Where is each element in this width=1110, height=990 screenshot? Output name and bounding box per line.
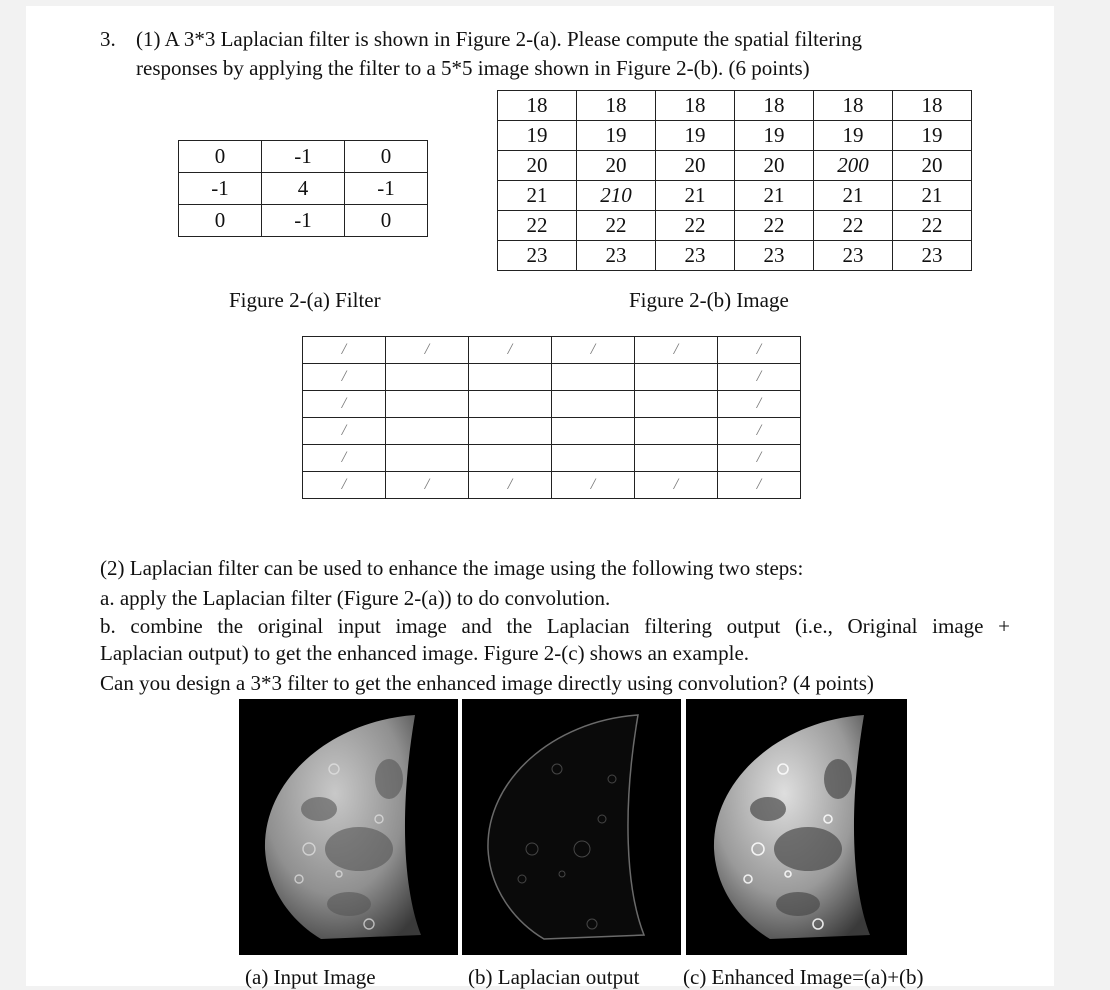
image-row [498,211,972,241]
image-cell: 18 [814,91,893,121]
laplacian-moon-image [462,699,681,955]
filter-cell: 4 [262,173,345,205]
answer-cell: / [718,337,801,364]
answer-row [303,418,801,445]
image-cell: 19 [656,121,735,151]
filter-cell: -1 [179,173,262,205]
image-row [498,121,972,151]
image-cell: 22 [577,211,656,241]
image-cell: 20 [577,151,656,181]
image-cell: 19 [814,121,893,151]
answer-cell [635,445,718,472]
answer-cell [469,418,552,445]
image-cell: 19 [577,121,656,151]
image-cell: 23 [735,241,814,271]
answer-cell [552,364,635,391]
answer-cell [469,445,552,472]
input-image-table [497,90,972,271]
answer-grid [302,336,801,499]
image-cell: 19 [893,121,972,151]
answer-cell [386,391,469,418]
image-cell: 22 [893,211,972,241]
filter-cell: 0 [345,205,428,237]
answer-cell [552,418,635,445]
image-cell: 20 [893,151,972,181]
part2-intro: (2) Laplacian filter can be used to enhance the image using the following two steps: [100,556,804,580]
image-cell: 21 [893,181,972,211]
part1-text-line1: (1) A 3*3 Laplacian filter is shown in Figure 2-(a). Please compute the spatial filtering [136,27,863,51]
answer-cell [635,364,718,391]
image-cell: 18 [498,91,577,121]
image-row [498,241,972,271]
image-cell: 19 [498,121,577,151]
answer-cell: / [469,472,552,499]
answer-cell [552,445,635,472]
filter-row [179,141,428,173]
image-cell: 22 [814,211,893,241]
image-row [498,91,972,121]
filter-cell: 0 [345,141,428,173]
filter-cell: -1 [262,205,345,237]
answer-cell: / [552,337,635,364]
image-cell: 21 [656,181,735,211]
answer-cell: / [718,391,801,418]
filter-row [179,205,428,237]
answer-cell: / [303,418,386,445]
answer-cell: / [718,418,801,445]
input-image-caption: (a) Input Image [245,965,376,989]
input-moon-image [239,699,458,955]
answer-row [303,337,801,364]
image-cell: 18 [735,91,814,121]
image-cell: 23 [814,241,893,271]
image-cell: 22 [735,211,814,241]
image-cell: 18 [893,91,972,121]
answer-cell: / [552,472,635,499]
image-cell: 20 [498,151,577,181]
answer-cell [635,391,718,418]
image-cell: 21 [735,181,814,211]
image-cell: 23 [893,241,972,271]
image-cell-outlier: 210 [577,181,656,211]
image-cell: 23 [577,241,656,271]
document-page [26,6,1054,989]
filter-cell: -1 [262,141,345,173]
image-cell-outlier: 200 [814,151,893,181]
answer-cell [469,391,552,418]
answer-cell [386,364,469,391]
part2-step-b-line2: Laplacian output) to get the enhanced image. Figure 2-(c) shows an example. [100,641,750,665]
enhanced-moon-image [686,699,907,955]
answer-cell [635,418,718,445]
filter-cell: 0 [179,205,262,237]
image-cell: 20 [735,151,814,181]
filter-row [179,173,428,205]
image-cell: 22 [656,211,735,241]
answer-row [303,472,801,499]
image-cell: 21 [498,181,577,211]
answer-cell: / [718,472,801,499]
answer-cell: / [303,337,386,364]
answer-cell: / [303,364,386,391]
answer-cell [469,364,552,391]
filter-caption: Figure 2-(a) Filter [229,288,381,312]
filter-cell: -1 [345,173,428,205]
answer-cell [386,445,469,472]
image-row [498,181,972,211]
image-cell: 23 [498,241,577,271]
filter-cell: 0 [179,141,262,173]
answer-cell [386,418,469,445]
answer-cell: / [386,472,469,499]
answer-cell: / [303,445,386,472]
question-number: 3. [100,27,116,51]
part1-text-line2: responses by applying the filter to a 5*5 image shown in Figure 2-(b). (6 points) [136,56,810,80]
image-cell: 19 [735,121,814,151]
answer-cell: / [386,337,469,364]
image-cell: 23 [656,241,735,271]
image-cell: 21 [814,181,893,211]
part2-question: Can you design a 3*3 filter to get the enhanced image directly using convolution? (4 points) [100,671,874,695]
image-cell: 18 [577,91,656,121]
answer-cell: / [635,337,718,364]
answer-row [303,445,801,472]
part2-step-b-line1: b. combine the original input image and the Laplacian filtering output (i.e., Original image + [100,614,1010,638]
laplacian-output-caption: (b) Laplacian output [468,965,640,989]
laplacian-filter-table [178,140,428,237]
answer-cell: / [635,472,718,499]
answer-row [303,391,801,418]
answer-cell: / [303,391,386,418]
part2-step-a: a. apply the Laplacian filter (Figure 2-(a)) to do convolution. [100,586,611,610]
answer-cell: / [303,472,386,499]
image-cell: 22 [498,211,577,241]
answer-cell: / [718,445,801,472]
image-cell: 18 [656,91,735,121]
answer-row [303,364,801,391]
answer-cell: / [469,337,552,364]
image-caption: Figure 2-(b) Image [629,288,789,312]
enhanced-image-caption: (c) Enhanced Image=(a)+(b) [683,965,924,989]
image-row [498,151,972,181]
answer-cell [552,391,635,418]
answer-cell: / [718,364,801,391]
image-cell: 20 [656,151,735,181]
